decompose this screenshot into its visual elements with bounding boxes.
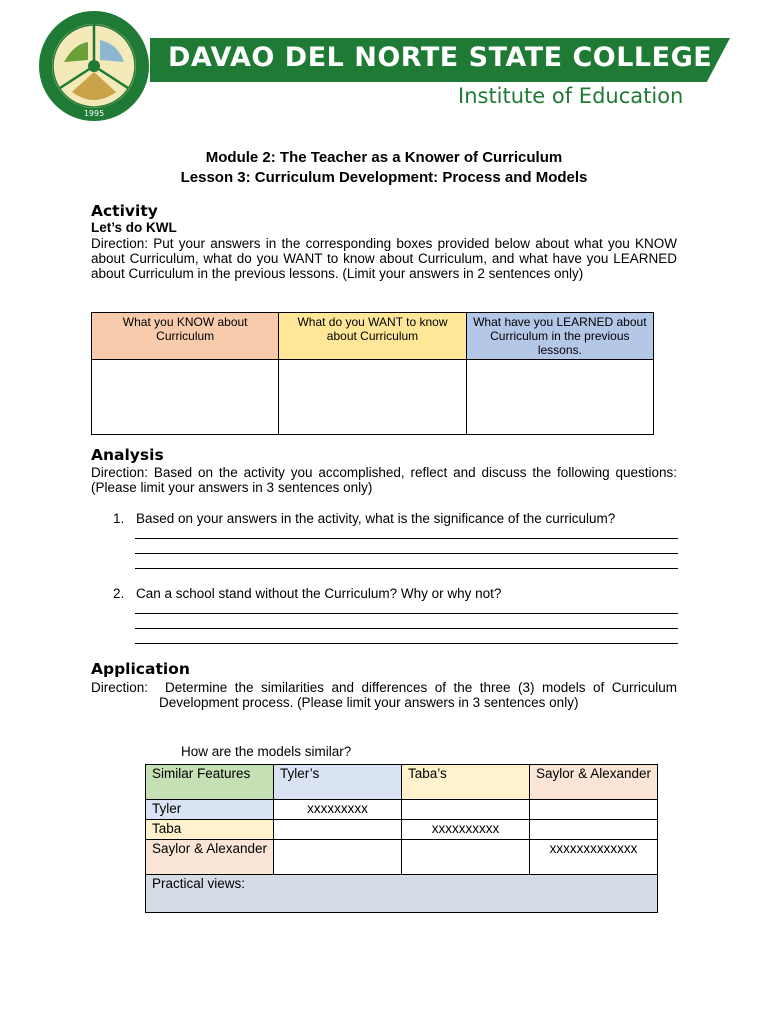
tabas-header: Taba’s <box>402 765 530 800</box>
saylor-taba-cell[interactable] <box>402 840 530 875</box>
saylor-alexander-header: Saylor & Alexander <box>530 765 658 800</box>
tyler-tyler-cell: xxxxxxxxx <box>274 800 402 820</box>
saylor-tyler-cell[interactable] <box>274 840 402 875</box>
taba-saylor-cell[interactable] <box>530 820 658 840</box>
college-name: DAVAO DEL NORTE STATE COLLEGE <box>168 42 713 73</box>
kwl-know-header: What you KNOW about Curriculum <box>92 313 279 360</box>
question-2-text: Can a school stand without the Curriculum? Why or why not? <box>136 586 502 601</box>
question-1-text: Based on your answers in the activity, what is the significance of the curriculum? <box>136 511 616 526</box>
activity-heading: Activity <box>91 202 158 220</box>
kwl-learned-answer-box[interactable] <box>466 360 653 435</box>
tylers-header: Tyler’s <box>274 765 402 800</box>
taba-taba-cell: xxxxxxxxxx <box>402 820 530 840</box>
module-title: Module 2: The Teacher as a Knower of Curriculum <box>205 149 563 166</box>
institute-name: Institute of Education <box>458 84 684 108</box>
activity-direction: Direction: Put your answers in the corresponding boxes provided below about what you KNOW about Curriculum, what do you WANT to know about Curriculum, and what have you LEARNED about Curriculum in the previous lessons. (Limit your answers in 2 sentences only) <box>91 236 677 281</box>
activity-subheading: Let’s do KWL <box>91 220 177 235</box>
row-label-tyler: Tyler <box>146 800 274 820</box>
application-question: How are the models similar? <box>181 744 352 759</box>
tyler-saylor-cell[interactable] <box>530 800 658 820</box>
kwl-table <box>91 312 654 435</box>
kwl-want-answer-box[interactable] <box>279 360 466 435</box>
application-heading: Application <box>91 660 190 678</box>
application-direction: Determine the similarities and differences of the three (3) models of Curriculum Development process. (Please limit your answers in 3 sentences only) <box>159 680 677 710</box>
answer-line[interactable] <box>135 628 678 629</box>
analysis-heading: Analysis <box>91 446 164 464</box>
row-label-taba: Taba <box>146 820 274 840</box>
answer-line[interactable] <box>135 568 678 569</box>
kwl-learned-header: What have you LEARNED about Curriculum in the previous lessons. <box>466 313 653 360</box>
taba-tyler-cell[interactable] <box>274 820 402 840</box>
answer-line[interactable] <box>135 553 678 554</box>
answer-line[interactable] <box>135 538 678 539</box>
answer-line[interactable] <box>135 613 678 614</box>
saylor-saylor-cell: xxxxxxxxxxxxx <box>530 840 658 875</box>
row-label-saylor-alexander: Saylor & Alexander <box>146 840 274 875</box>
lesson-title: Lesson 3: Curriculum Development: Process and Models <box>180 169 588 186</box>
question-1-number: 1. <box>113 511 125 526</box>
answer-line[interactable] <box>135 643 678 644</box>
kwl-know-answer-box[interactable] <box>92 360 279 435</box>
similar-features-header: Similar Features <box>146 765 274 800</box>
tyler-taba-cell[interactable] <box>402 800 530 820</box>
seal-year: 1995 <box>83 109 105 118</box>
kwl-want-header: What do you WANT to know about Curriculum <box>279 313 466 360</box>
application-direction-label: Direction: <box>91 680 149 695</box>
models-table <box>145 764 658 913</box>
practical-views-cell[interactable]: Practical views: <box>146 875 658 913</box>
analysis-direction: Direction: Based on the activity you accomplished, reflect and discuss the following questions: (Please limit your answers in 3 sentences only) <box>91 465 677 495</box>
college-seal-logo <box>38 10 150 122</box>
question-2-number: 2. <box>113 586 125 601</box>
